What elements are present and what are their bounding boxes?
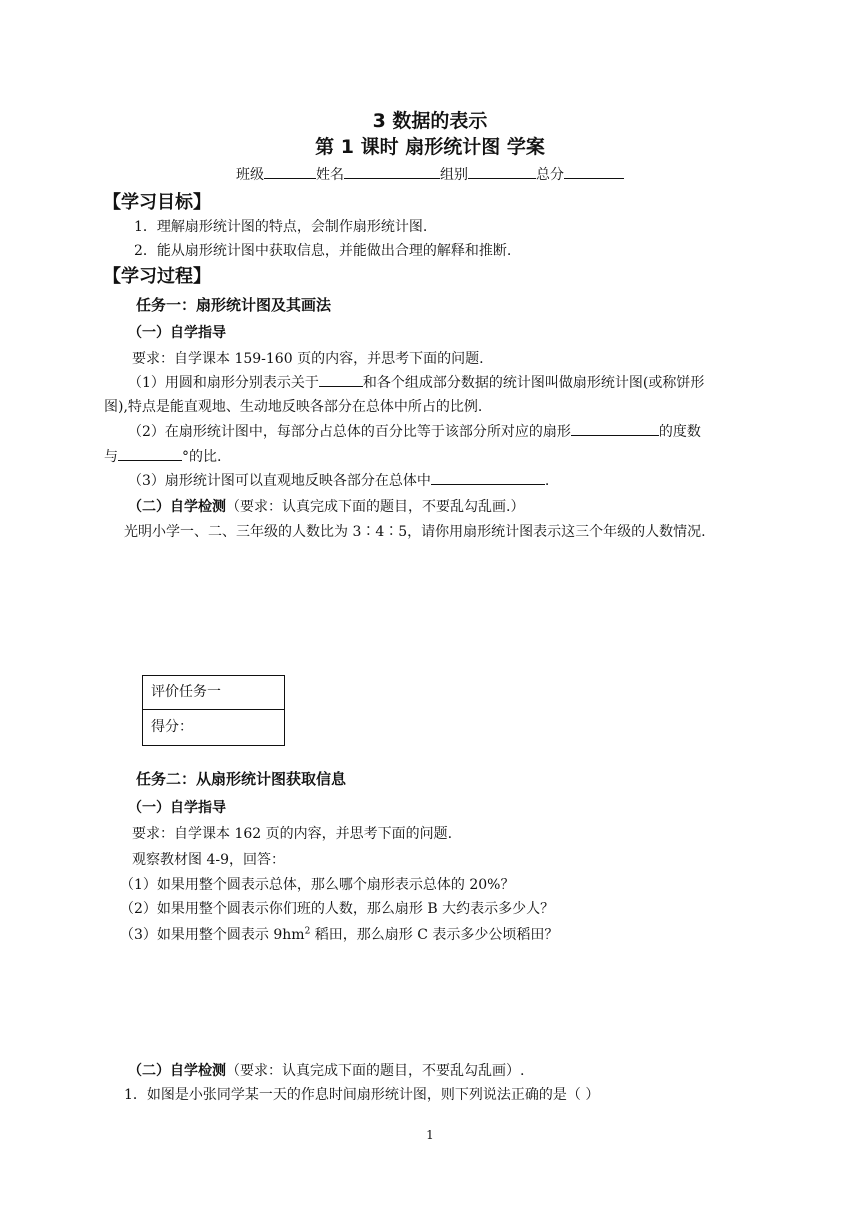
task1-guide-heading: （一）自学指导 (128, 325, 226, 341)
task1-q3-blank[interactable] (431, 470, 545, 485)
task1-q1-text-b: 和各个组成部分数据的统计图叫做扇形统计图(或称饼形 (362, 375, 705, 391)
score-field[interactable]: 得分： (151, 719, 193, 735)
score-label: 总分 (536, 167, 564, 183)
task1-check-line (128, 496, 524, 516)
task1-q2-text-b: 的度数 (658, 424, 701, 440)
task1-check-note: （要求：认真完成下面的题目，不要乱勾乱画.） (226, 499, 525, 515)
task1-q1-text-a: （1）用圆和扇形分别表示关于 (128, 375, 319, 391)
task2-guide-heading: （一）自学指导 (128, 800, 226, 816)
task1-q2-blank2[interactable] (118, 446, 182, 461)
task2-problem1: 1．如图是小张同学某一天的作息时间扇形统计图，则下列说法正确的是（ ） (124, 1087, 600, 1103)
doc-title-line1: 3 数据的表示 (372, 110, 488, 132)
task2-q3-text-b: 稻田，那么扇形 C 表示多少公顷稻田？ (310, 927, 559, 943)
task2-q1: （1）如果用整个圆表示总体，那么哪个扇形表示总体的 20%？ (120, 877, 515, 893)
task1-q3-text-b: . (544, 473, 550, 489)
process-heading: 【学习过程】 (103, 266, 211, 287)
eval-label: 评价任务一 (143, 676, 284, 710)
task2-requirement: 要求：自学课本 162 页的内容，并思考下面的问题. (132, 826, 453, 842)
name-blank[interactable] (344, 164, 440, 179)
task1-q1-line1 (128, 372, 704, 392)
task2-title: 任务二：从扇形统计图获取信息 (136, 770, 347, 788)
task1-q2-text-a: （2）在扇形统计图中，每部分占总体的百分比等于该部分所对应的扇形 (128, 424, 571, 440)
task1-q2-text-c: 与 (104, 449, 118, 465)
task2-q2: （2）如果用整个圆表示你们班的人数，那么扇形 B 大约表示多少人？ (120, 901, 555, 917)
task1-q1-blank[interactable] (319, 372, 363, 387)
task2-check-heading: （二）自学检测 (128, 1063, 226, 1079)
task1-title: 任务一：扇形统计图及其画法 (136, 296, 332, 314)
objective-item-1: 1．理解扇形统计图的特点，会制作扇形统计图. (134, 219, 428, 235)
task1-requirement: 要求：自学课本 159-160 页的内容，并思考下面的问题. (132, 351, 484, 367)
name-label: 姓名 (316, 167, 344, 183)
class-blank[interactable] (264, 164, 316, 179)
score-blank[interactable] (564, 164, 624, 179)
task1-q1-line2: 图),特点是能直观地、生动地反映各部分在总体中所占的比例. (104, 399, 483, 415)
task2-observe: 观察教材图 4-9，回答： (132, 852, 285, 868)
info-line (0, 164, 860, 184)
task2-q3-text-a: （3）如果用整个圆表示 9hm (120, 927, 305, 943)
task1-q3-line (128, 470, 549, 490)
objective-item-2: 2．能从扇形统计图中获取信息，并能做出合理的解释和推断. (134, 243, 512, 259)
task2-check-note: （要求：认真完成下面的题目，不要乱勾乱画）. (226, 1063, 525, 1079)
task1-q3-text-a: （3）扇形统计图可以直观地反映各部分在总体中 (128, 473, 431, 489)
group-label: 组别 (440, 167, 468, 183)
group-blank[interactable] (468, 164, 536, 179)
task2-q3 (120, 924, 558, 944)
task1-q2-blank1[interactable] (571, 421, 659, 436)
page-number: 1 (426, 1128, 434, 1142)
task1-eval-box (142, 675, 285, 746)
class-label: 班级 (236, 167, 264, 183)
task2-q3-superscript: 2 (304, 926, 311, 937)
objectives-heading: 【学习目标】 (103, 192, 211, 213)
task2-check-line (128, 1060, 524, 1080)
task1-check-problem: 光明小学一、二、三年级的人数比为 3∶4∶5，请你用扇形统计图表示这三个年级的人数情况. (124, 524, 706, 540)
task1-q2-line2 (104, 446, 221, 466)
task1-check-heading: （二）自学检测 (128, 499, 226, 515)
task1-q2-text-d: °的比. (182, 449, 222, 465)
doc-title-line2: 第 1 课时 扇形统计图 学案 (315, 136, 545, 158)
task1-q2-line1 (128, 421, 701, 441)
